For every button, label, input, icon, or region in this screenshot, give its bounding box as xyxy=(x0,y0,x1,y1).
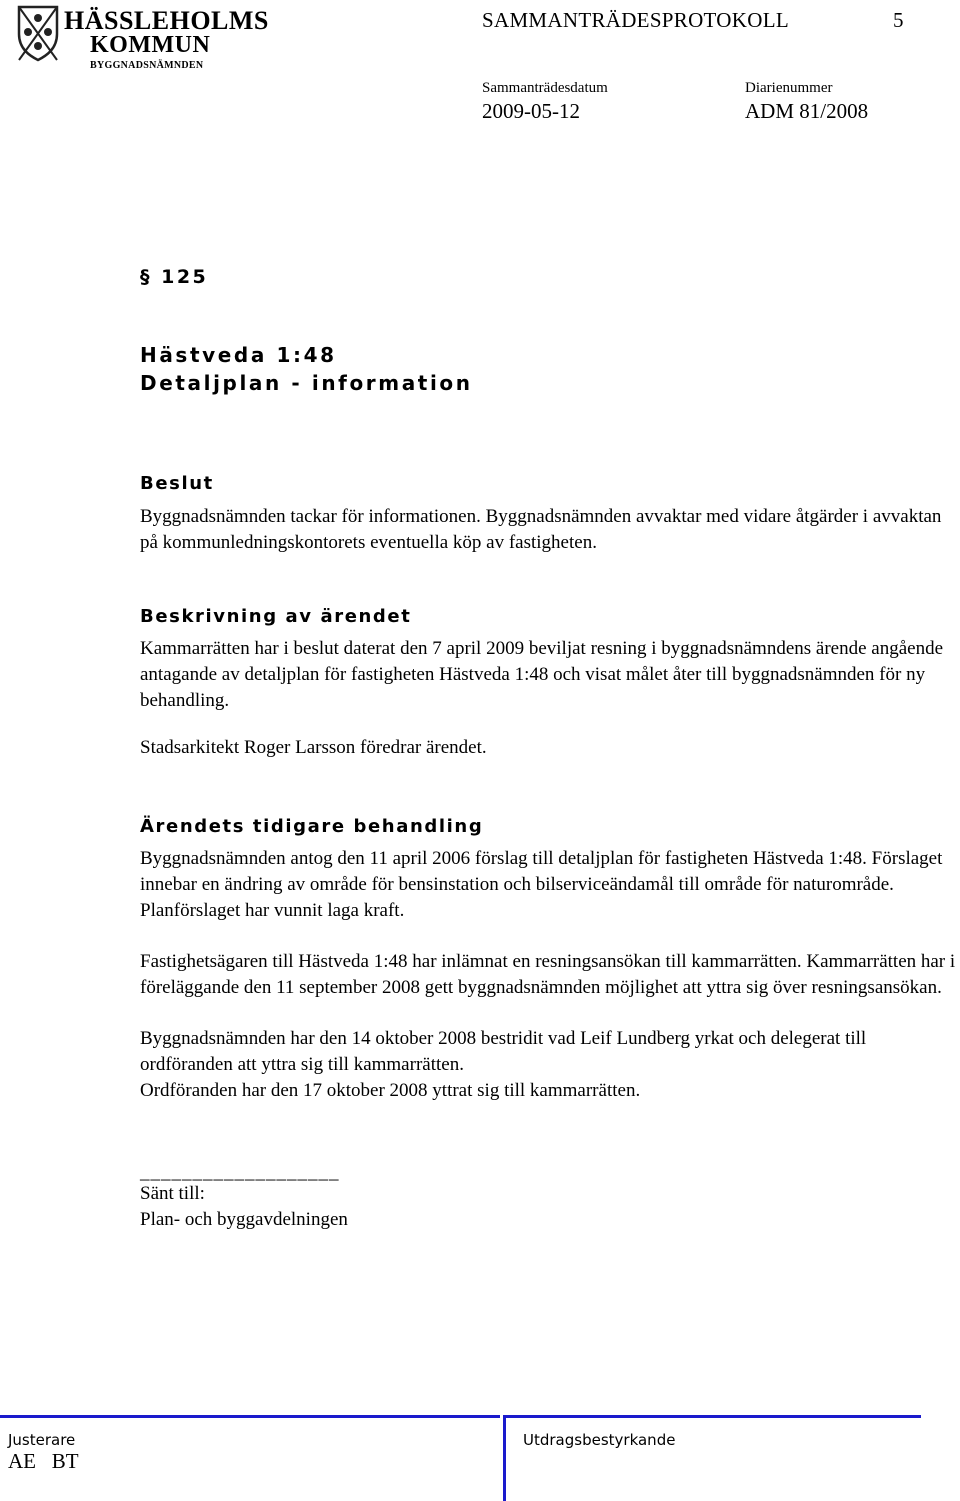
description-paragraph-2: Stadsarkitekt Roger Larsson föredrar ärendet. xyxy=(140,737,487,758)
municipality-name-line2: KOMMUN xyxy=(90,32,211,58)
committee-name: BYGGNADSNÄMNDEN xyxy=(90,60,204,71)
date-label: Sammanträdesdatum xyxy=(482,80,608,96)
diary-label: Diarienummer xyxy=(745,80,833,96)
adjusters-initials: AE BT xyxy=(8,1449,79,1473)
history-paragraph-1: Byggnadsnämnden antog den 11 april 2006 förslag till detaljplan för fastigheten Hästveda 1:48. Förslaget innebar en ändring av område för bensinstation och bilserviceändamål till område för naturområde. Planförslaget har vunnit laga kraft. xyxy=(140,848,943,921)
decision-heading: Beslut xyxy=(140,473,214,494)
footer-rule-right xyxy=(503,1415,921,1418)
diary-value: ADM 81/2008 xyxy=(745,99,869,123)
decision-paragraph: Byggnadsnämnden tackar för informationen. Byggnadsnämnden avvaktar med vidare åtgärder i avvaktan på kommunledningskontorets eventuella köp av fastigheten. xyxy=(140,506,942,553)
date-value: 2009-05-12 xyxy=(482,99,580,123)
section-number: § 125 xyxy=(140,266,209,288)
history-text xyxy=(140,846,958,1104)
history-paragraph-4: Ordföranden har den 17 oktober 2008 yttrat sig till kammarrätten. xyxy=(140,1080,641,1101)
description-text xyxy=(140,636,958,761)
document-type: SAMMANTRÄDESPROTOKOLL xyxy=(482,8,789,32)
history-heading: Ärendets tidigare behandling xyxy=(140,816,484,837)
adjusters-label: Justerare xyxy=(8,1431,76,1449)
page-number: 5 xyxy=(893,8,904,32)
municipality-logo xyxy=(16,4,269,72)
history-paragraph-2: Fastighetsägaren till Hästveda 1:48 har inlämnat en resningsansökan till kammarrätten. Kammarrätten har i föreläggande den 11 september 2008 gett byggnadsnämnden möjlighet att yttra sig över resningsansökan. xyxy=(140,951,956,998)
sent-to-label: Sänt till: xyxy=(140,1183,205,1204)
sent-to-recipient: Plan- och byggavdelningen xyxy=(140,1209,348,1230)
footer-rule-left xyxy=(0,1415,500,1418)
description-paragraph-1: Kammarrätten har i beslut daterat den 7 april 2009 beviljat resning i byggnadsnämndens ärende angående antagande av detaljplan för fastigheten Hästveda 1:48 och visat målet åter till byggnadsnämnden för ny behandling. xyxy=(140,638,944,711)
history-paragraph-3: Byggnadsnämnden har den 14 oktober 2008 bestridit vad Leif Lundberg yrkat och delegerat till ordföranden att yttra sig till kammarrätten. xyxy=(140,1028,867,1075)
footer-divider xyxy=(503,1415,506,1501)
coat-of-arms-icon xyxy=(16,4,60,62)
excerpt-certification-label: Utdragsbestyrkande xyxy=(523,1431,676,1449)
decision-text xyxy=(140,504,958,556)
item-title: Hästveda 1:48 xyxy=(140,343,337,367)
description-heading: Beskrivning av ärendet xyxy=(140,606,412,627)
separator-rule: ___________________ xyxy=(140,1162,340,1183)
item-subtitle: Detaljplan - information xyxy=(140,371,473,395)
municipality-name-line1: HÄSSLEHOLMS xyxy=(64,6,269,35)
